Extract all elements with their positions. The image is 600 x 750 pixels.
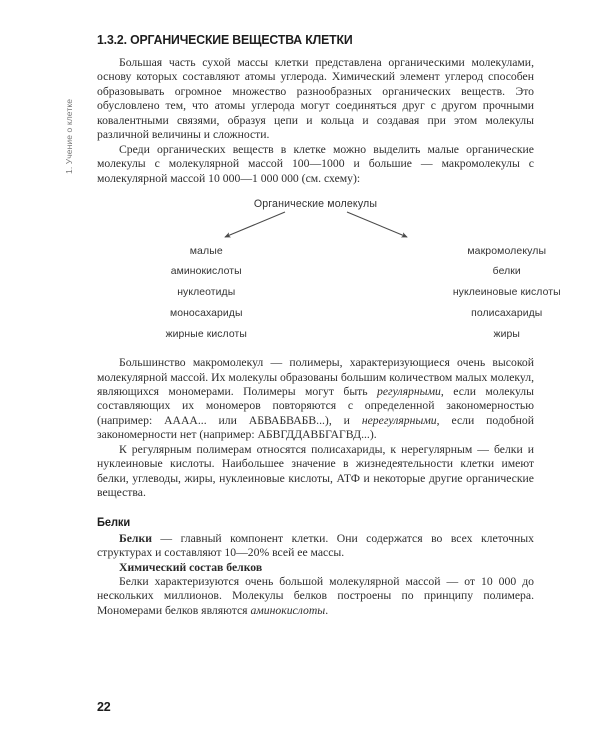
polymers-text-a: Большинство макромолекул — полимеры, характеризующиеся очень высокой молекулярной массой. Их молекулы образованы большим количеством малых молекул, являющихся мономерами. Полимеры могут быть bbox=[97, 356, 534, 398]
diagram-row bbox=[97, 303, 543, 324]
diagram-branch-right-label: макромолекулы bbox=[467, 244, 547, 257]
diagram-row bbox=[97, 261, 534, 282]
protein-mass-text-b: . bbox=[325, 603, 329, 617]
diagram-cell-right: нуклеиновые кислоты bbox=[452, 287, 561, 299]
page-content-column bbox=[97, 32, 561, 618]
diagram-columns bbox=[97, 240, 561, 345]
arrow-to-macromolecules bbox=[347, 212, 407, 237]
term-irregular: нерегулярными bbox=[361, 413, 437, 427]
paragraph-organic-molecules-intro: Большая часть сухой массы клетки представлена органическими молекулами, основу которых составляют атомы углерода. Химический элемент углерод способен образовывать огромное множество разнообразных органических веществ. Это обусловлено тем, что атомы углерода могут соединяться друг с другом прочными ковалентными связями, образуя цепи и кольца и создавая при этом молекулы различной величины и сложности. bbox=[97, 56, 534, 142]
organic-molecules-diagram bbox=[97, 198, 561, 346]
protein-mass-text-a: Белки характеризуются очень большой молекулярной массой — от 10 000 до нескольких миллионов. Молекулы белков построены по принципу полимера. Мономерами белков являются bbox=[97, 574, 534, 617]
paragraph-proteins-intro bbox=[97, 532, 534, 561]
diagram-branch-left-label: малые bbox=[189, 244, 223, 257]
page-title: 1.3.2. ОРГАНИЧЕСКИЕ ВЕЩЕСТВА КЛЕТКИ bbox=[97, 32, 353, 47]
polymers-text-b: , если молекулы составляющих их мономеров повторяются с определенной закономерностью (например: АААА... или АБВАБВАБВ...), и bbox=[97, 384, 534, 427]
diagram-row bbox=[97, 282, 561, 303]
diagram-row bbox=[97, 324, 534, 345]
polymers-text-c: , если подобной закономерности нет (например: АБВГДДАВБГАГВД...). bbox=[97, 413, 534, 442]
page-number: 22 bbox=[97, 700, 111, 714]
proteins-intro-rest: — главный компонент клетки. Они содержатся во всех клеточных структурах и составляют 10—20% всей ее массы. bbox=[97, 531, 534, 560]
paragraph-protein-mass bbox=[97, 575, 534, 618]
diagram-cell-left: жирные кислоты bbox=[165, 329, 247, 341]
diagram-title: Органические молекулы bbox=[253, 198, 378, 211]
arrow-to-small-molecules bbox=[225, 212, 285, 237]
heading-chemical-composition: Химический состав белков bbox=[119, 560, 263, 574]
diagram-cell-right: белки bbox=[492, 266, 521, 278]
diagram-cell-left: аминокислоты bbox=[170, 266, 242, 278]
term-regular: регулярными bbox=[377, 384, 441, 398]
diagram-cell-left: моносахариды bbox=[169, 308, 243, 320]
runin-term-proteins: Белки bbox=[119, 531, 152, 545]
paragraph-polymers bbox=[97, 356, 534, 443]
diagram-cell-right: жиры bbox=[493, 329, 520, 341]
heading-proteins: Белки bbox=[97, 514, 131, 529]
diagram-branch-row bbox=[97, 240, 547, 261]
diagram-arrows bbox=[97, 210, 534, 242]
paragraph-small-vs-macro: Среди органических веществ в клетке можно выделить малые органические молекулы с молекулярной массой 100—1000 и большие — макромолекулы с молекулярной массой 10 000—1 000 000 (см. схему): bbox=[97, 142, 534, 185]
running-head-chapter-tab: 1. Учение о клетке bbox=[64, 98, 74, 174]
paragraph-regular-polymers: К регулярным полимерам относятся полисахариды, к нерегулярным — белки и нуклеиновые кислоты. Наибольшее значение в жизнедеятельности клетки имеют белки, углеводы, жиры, нуклеиновые кислоты, АТФ и некоторые другие органические вещества. bbox=[97, 442, 534, 500]
term-amino-acids: аминокислоты bbox=[250, 603, 326, 617]
diagram-cell-left: нуклеотиды bbox=[177, 287, 236, 299]
diagram-cell-right: полисахариды bbox=[471, 308, 543, 320]
